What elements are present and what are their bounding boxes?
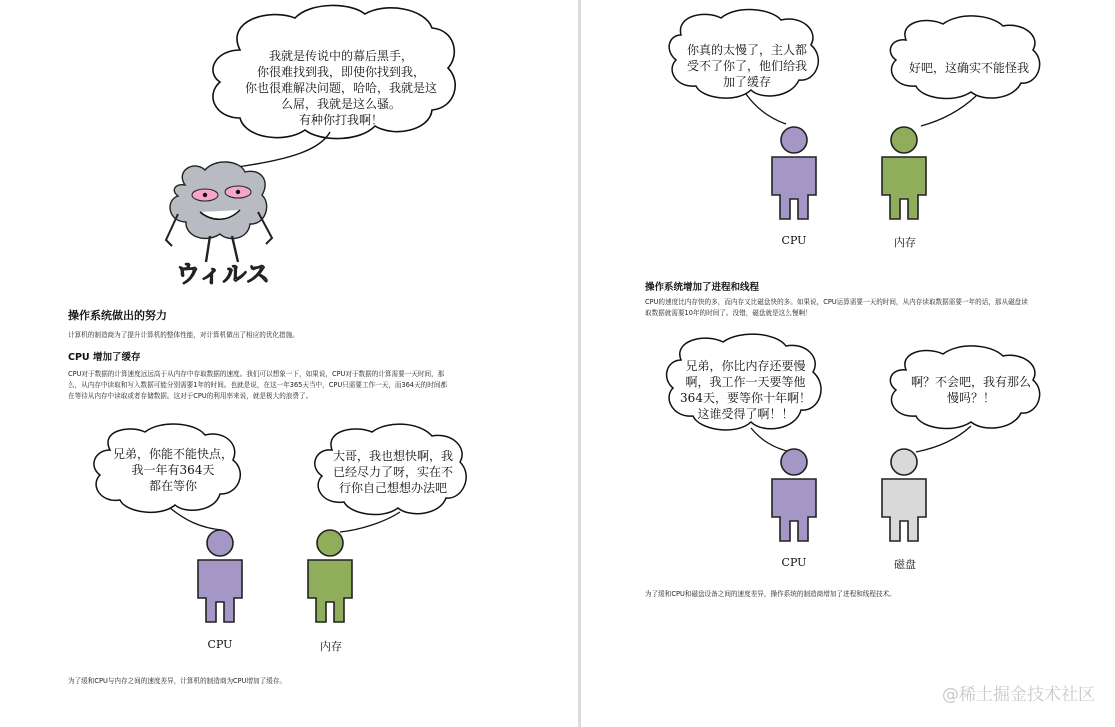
- cpu-speech-text-top: 你真的太慢了，主人都 受不了你了，他们给我 加了缓存: [686, 43, 807, 89]
- cpu-label-bottom: CPU: [781, 556, 807, 569]
- paragraph-line: CPU对于数据的计算速度远远高于从内存中存取数据的速度。我们可以想象一下，如果说，CPU对于数据的计算需要一天时间，那: [68, 370, 445, 378]
- section-heading-processes-threads: 操作系统增加了进程和线程: [645, 282, 760, 293]
- disk-figure: [878, 447, 930, 542]
- cpu-cache-footer: 为了缓和CPU与内存之间的速度差异，计算机的制造商为CPU增加了缓存。: [68, 677, 287, 685]
- subheading-cpu-cache: CPU 增加了缓存: [68, 352, 141, 363]
- memory-speech-text-top: 好吧，这确实不能怪我: [908, 61, 1029, 75]
- cpu-speech-text-bottom: 兄弟，你比内存还要慢 啊，我工作一天要等他 364天，要等你十年啊！ 这谁受得了啊！！: [680, 359, 811, 421]
- disk-thought-cloud: [581, 0, 1115, 727]
- paragraph-line: 么，从内存中读取和写入数据可能分别需要1年的时间。也就是说，在这一年365天当中，CPU只需要工作一天，而364天的时间都: [68, 381, 448, 389]
- disk-speech-text: 啊？不会吧，我有那么 慢吗？！: [910, 375, 1031, 405]
- cpu-label-top: CPU: [781, 234, 807, 247]
- cpu-label: CPU: [207, 638, 233, 651]
- memory-speech-text: 大哥，我也想快啊，我 已经尽力了呀，实在不 行你自己想想办法吧: [332, 449, 453, 495]
- cpu-figure-bottom: [768, 447, 820, 542]
- intro-paragraph: 计算机的制造商为了提升计算机的整体性能，对计算机做出了相应的优化措施。: [68, 331, 299, 339]
- paragraph-line: 取数据就需要10年的时间了。没错，磁盘就是这么慢啊！: [645, 309, 812, 317]
- memory-figure: [304, 528, 356, 623]
- paragraph-line: CPU的速度比内存快的多，而内存又比磁盘快的多。如果说，CPU运算需要一天的时间，从内存读取数据需要一年的话，那从磁盘读: [645, 298, 1028, 306]
- memory-label: 内存: [320, 640, 342, 653]
- virus-speech-text: 我就是传说中的幕后黑手， 你很难找到我，即使你找到我， 你也很难解决问题，哈哈，我就是这 么屌，我就是这么骚。 有种你打我啊！: [244, 49, 437, 127]
- virus-logo-text: ウィルス: [176, 260, 270, 288]
- memory-label-top: 内存: [894, 236, 916, 249]
- section-heading-os-efforts: 操作系统做出的努力: [68, 309, 167, 322]
- disk-label: 磁盘: [894, 558, 916, 571]
- cpu-speech-text: 兄弟，你能不能快点， 我一年有364天 都在等你: [112, 447, 233, 493]
- processes-threads-footer: 为了缓和CPU和磁盘设备之间的速度差异，操作系统的制造商增加了进程和线程技术。: [645, 590, 896, 598]
- paragraph-line: 在等待从内存中读取或者存储数据。这对于CPU的利用率来说，就是极大的浪费了。: [68, 392, 313, 400]
- watermark-text: @稀土掘金技术社区: [942, 685, 1095, 705]
- right-page: [581, 0, 1115, 727]
- cpu-figure: [194, 528, 246, 623]
